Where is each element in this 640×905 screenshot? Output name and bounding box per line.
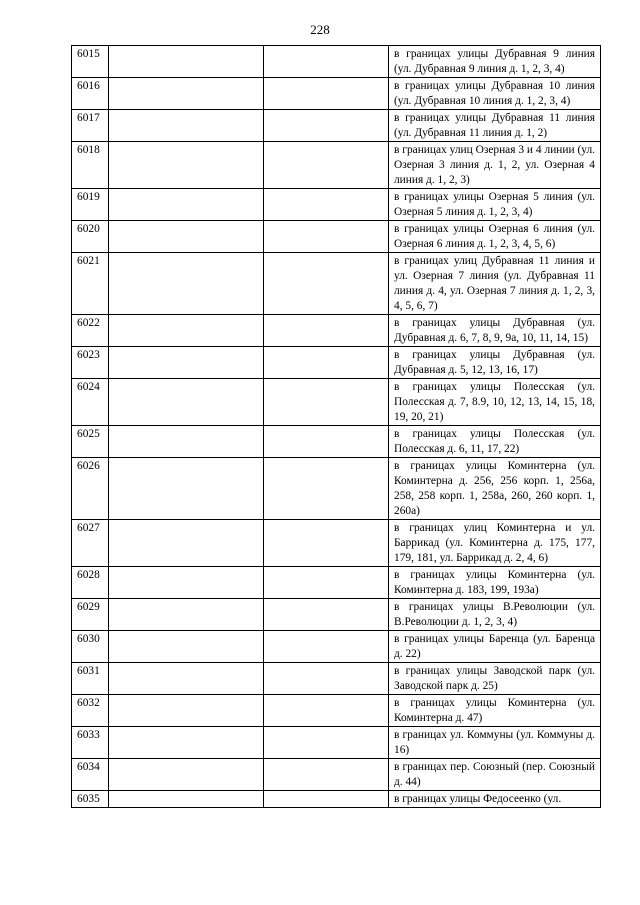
empty-cell (264, 221, 389, 253)
empty-cell (109, 520, 264, 567)
empty-cell (264, 663, 389, 695)
table-row (72, 426, 601, 458)
empty-cell (264, 759, 389, 791)
page-number: 228 (310, 22, 330, 37)
boundary-description-cell: в границах улицы Полесская (ул. Полесская д. 6, 11, 17, 22) (389, 426, 601, 458)
empty-cell (264, 110, 389, 142)
boundary-description-cell: в границах улицы Дубравная (ул. Дубравная д. 5, 12, 13, 16, 17) (389, 347, 601, 379)
boundary-description-cell: в границах улицы Коминтерна (ул. Коминтерна д. 183, 199, 193а) (389, 567, 601, 599)
boundary-description-cell: в границах улицы В.Революции (ул. В.Революции д. 1, 2, 3, 4) (389, 599, 601, 631)
empty-cell (109, 695, 264, 727)
table-row (72, 695, 601, 727)
empty-cell (264, 46, 389, 78)
row-number-cell: 6034 (72, 759, 109, 791)
row-number-cell: 6029 (72, 599, 109, 631)
empty-cell (109, 189, 264, 221)
table-row (72, 78, 601, 110)
empty-cell (264, 142, 389, 189)
boundary-description-cell: в границах улицы Озерная 6 линия (ул. Озерная 6 линия д. 1, 2, 3, 4, 5, 6) (389, 221, 601, 253)
empty-cell (109, 221, 264, 253)
table-row (72, 520, 601, 567)
row-number-cell: 6023 (72, 347, 109, 379)
row-number-cell: 6017 (72, 110, 109, 142)
row-number-cell: 6019 (72, 189, 109, 221)
empty-cell (264, 426, 389, 458)
table-row (72, 567, 601, 599)
registry-table-body (72, 46, 601, 808)
boundary-description-cell: в границах улицы Коминтерна (ул. Коминтерна д. 47) (389, 695, 601, 727)
boundary-description-cell: в границах улицы Дубравная 9 линия (ул. Дубравная 9 линия д. 1, 2, 3, 4) (389, 46, 601, 78)
boundary-description-cell: в границах улицы Дубравная (ул. Дубравная д. 6, 7, 8, 9, 9а, 10, 11, 14, 15) (389, 315, 601, 347)
row-number-cell: 6035 (72, 791, 109, 808)
empty-cell (109, 347, 264, 379)
empty-cell (109, 567, 264, 599)
empty-cell (109, 379, 264, 426)
empty-cell (264, 567, 389, 599)
empty-cell (109, 599, 264, 631)
empty-cell (264, 315, 389, 347)
row-number-cell: 6033 (72, 727, 109, 759)
row-number-cell: 6026 (72, 458, 109, 520)
boundary-description-cell: в границах улиц Озерная 3 и 4 линии (ул. Озерная 3 линия д. 1, 2, ул. Озерная 4 линия д. 1, 2, 3) (389, 142, 601, 189)
table-row (72, 347, 601, 379)
empty-cell (109, 110, 264, 142)
row-number-cell: 6027 (72, 520, 109, 567)
boundary-description-cell: в границах улицы Озерная 5 линия (ул. Озерная 5 линия д. 1, 2, 3, 4) (389, 189, 601, 221)
empty-cell (109, 727, 264, 759)
empty-cell (264, 458, 389, 520)
table-row (72, 142, 601, 189)
row-number-cell: 6016 (72, 78, 109, 110)
boundary-description-cell: в границах ул. Коммуны (ул. Коммуны д. 16) (389, 727, 601, 759)
table-row (72, 458, 601, 520)
empty-cell (264, 78, 389, 110)
boundary-description-cell: в границах улицы Заводской парк (ул. Заводской парк д. 25) (389, 663, 601, 695)
empty-cell (109, 142, 264, 189)
table-row (72, 221, 601, 253)
empty-cell (264, 520, 389, 567)
empty-cell (109, 458, 264, 520)
boundary-description-cell: в границах улиц Коминтерна и ул. Баррикад (ул. Коминтерна д. 175, 177, 179, 181, ул. Баррикад д. 2, 4, 6) (389, 520, 601, 567)
table-row (72, 631, 601, 663)
empty-cell (109, 759, 264, 791)
boundary-description-cell: в границах улицы Баренца (ул. Баренца д. 22) (389, 631, 601, 663)
empty-cell (264, 347, 389, 379)
boundary-description-cell: в границах улиц Дубравная 11 линия и ул. Озерная 7 линия (ул. Дубравная 11 линия д. 4, ул. Озерная 7 линия д. 1, 2, 3, 4, 5, 6, 7) (389, 253, 601, 315)
row-number-cell: 6025 (72, 426, 109, 458)
empty-cell (264, 695, 389, 727)
row-number-cell: 6020 (72, 221, 109, 253)
registry-table (71, 45, 601, 808)
empty-cell (109, 46, 264, 78)
boundary-description-cell: в границах улицы Дубравная 11 линия (ул. Дубравная 11 линия д. 1, 2) (389, 110, 601, 142)
boundary-description-cell: в границах пер. Союзный (пер. Союзный д. 44) (389, 759, 601, 791)
row-number-cell: 6022 (72, 315, 109, 347)
table-row (72, 110, 601, 142)
row-number-cell: 6030 (72, 631, 109, 663)
empty-cell (264, 253, 389, 315)
empty-cell (264, 599, 389, 631)
empty-cell (264, 791, 389, 808)
table-row (72, 189, 601, 221)
empty-cell (109, 315, 264, 347)
boundary-description-cell: в границах улицы Коминтерна (ул. Коминтерна д. 256, 256 корп. 1, 256а, 258, 258 корп. 1, 258а, 260, 260 корп. 1, 260а) (389, 458, 601, 520)
table-row (72, 315, 601, 347)
row-number-cell: 6021 (72, 253, 109, 315)
row-number-cell: 6018 (72, 142, 109, 189)
empty-cell (109, 78, 264, 110)
table-row (72, 663, 601, 695)
row-number-cell: 6015 (72, 46, 109, 78)
empty-cell (264, 189, 389, 221)
table-row (72, 46, 601, 78)
row-number-cell: 6032 (72, 695, 109, 727)
table-row (72, 791, 601, 808)
boundary-description-cell: в границах улицы Полесская (ул. Полесская д. 7, 8.9, 10, 12, 13, 14, 15, 18, 19, 20, 21) (389, 379, 601, 426)
row-number-cell: 6031 (72, 663, 109, 695)
table-row (72, 759, 601, 791)
boundary-description-cell: в границах улицы Дубравная 10 линия (ул. Дубравная 10 линия д. 1, 2, 3, 4) (389, 78, 601, 110)
table-row (72, 727, 601, 759)
table-row (72, 599, 601, 631)
empty-cell (264, 631, 389, 663)
boundary-description-cell: в границах улицы Федосеенко (ул. (389, 791, 601, 808)
empty-cell (264, 727, 389, 759)
empty-cell (109, 791, 264, 808)
table-row (72, 253, 601, 315)
row-number-cell: 6024 (72, 379, 109, 426)
empty-cell (109, 426, 264, 458)
empty-cell (109, 663, 264, 695)
empty-cell (109, 253, 264, 315)
row-number-cell: 6028 (72, 567, 109, 599)
table-row (72, 379, 601, 426)
empty-cell (264, 379, 389, 426)
empty-cell (109, 631, 264, 663)
